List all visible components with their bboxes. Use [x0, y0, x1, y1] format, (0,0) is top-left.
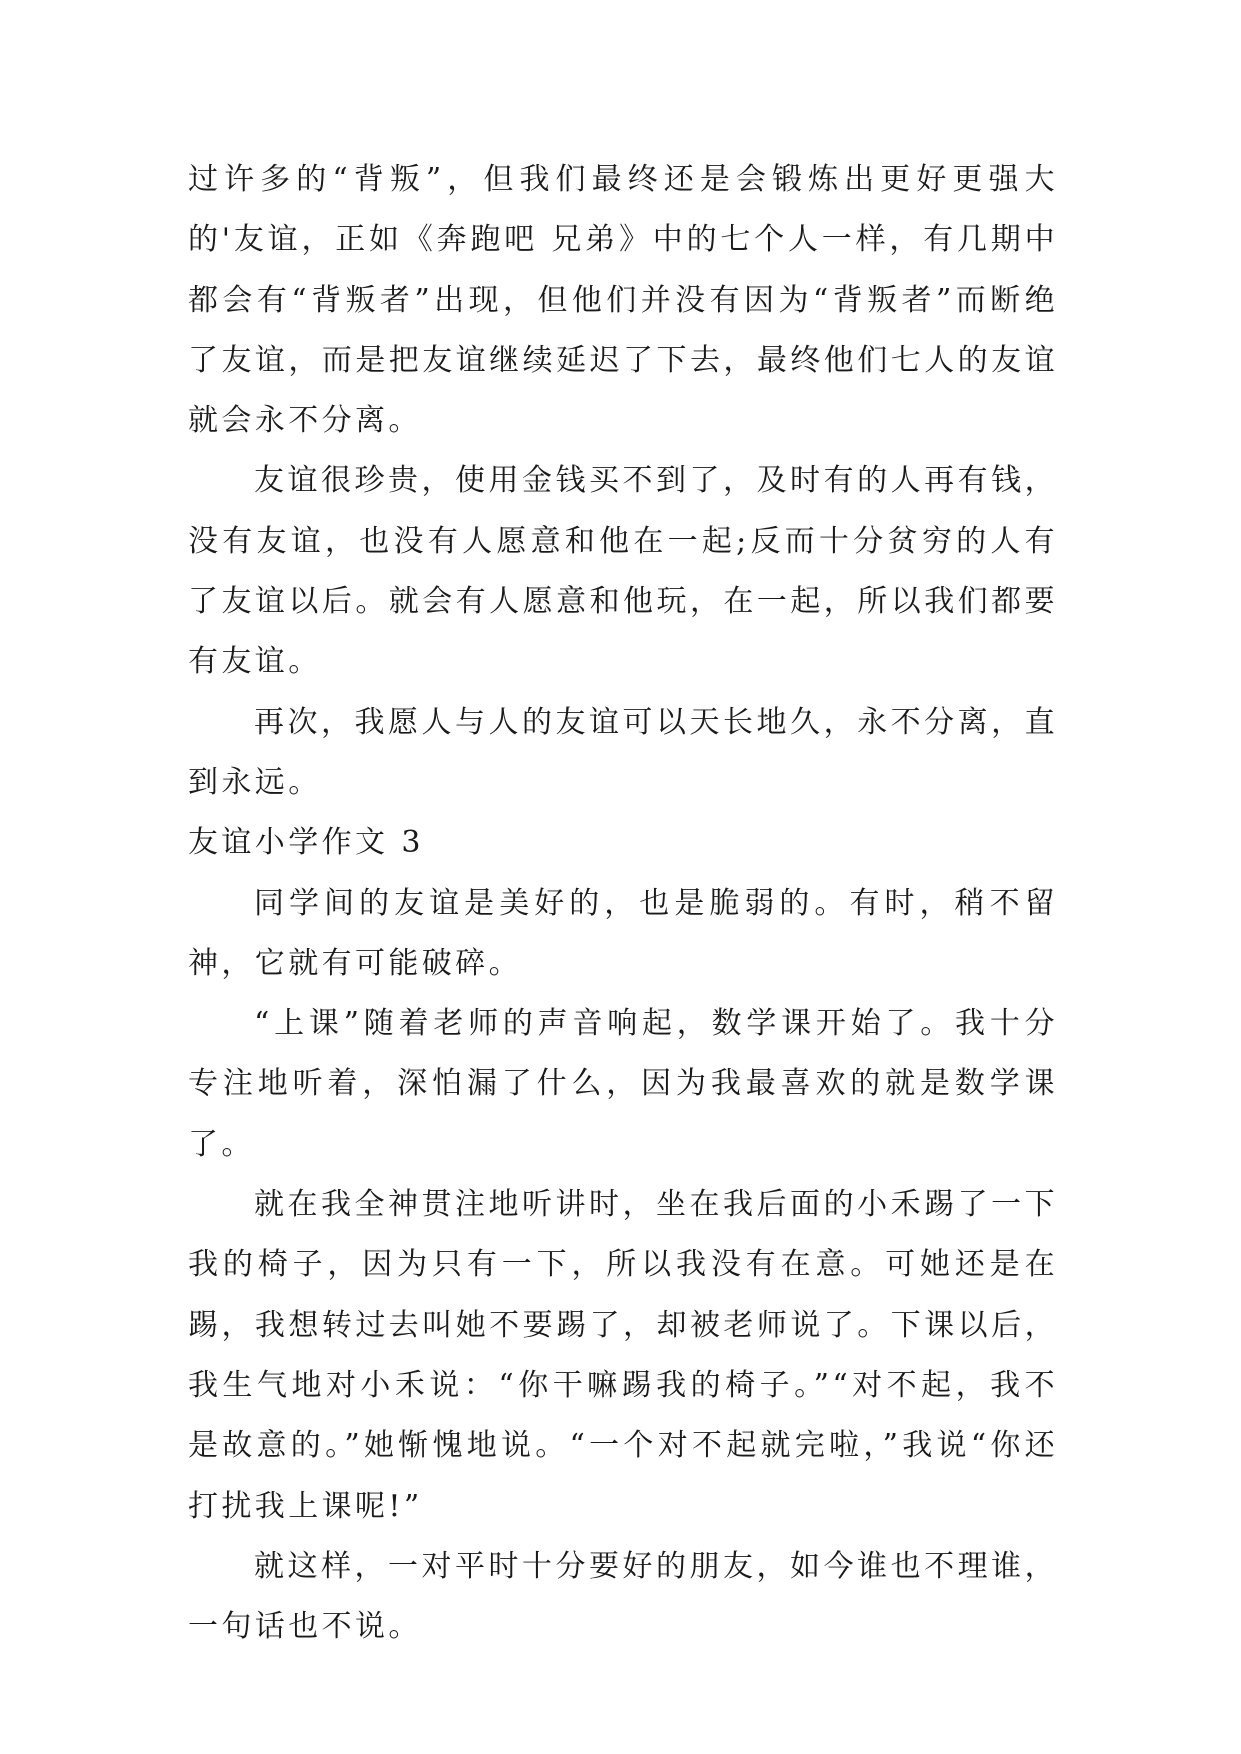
- paragraph-ending: 就这样，一对平时十分要好的朋友，如今谁也不理谁，一句话也不说。: [188, 1548, 1058, 1645]
- paragraph-math-class: “上课”随着老师的声音响起，数学课开始了。我十分专注地听着，深怕漏了什么，因为我最喜欢的就是数学课了。: [188, 1006, 1058, 1162]
- paragraph-friendship-precious: 友谊很珍贵，使用金钱买不到了，及时有的人再有钱，没有友谊，也没有人愿意和他在一起;反而十分贫穷的人有了友谊以后。就会有人愿意和他玩，在一起，所以我们都要有友谊。: [188, 463, 1058, 680]
- document-body: [188, 150, 1058, 1657]
- paragraph-wish: 再次，我愿人与人的友谊可以天长地久，永不分离，直到永远。: [188, 704, 1058, 800]
- section-title: 友谊小学作文 3: [188, 825, 424, 861]
- paragraph-chair-kicking: 就在我全神贯注地听讲时，坐在我后面的小禾踢了一下我的椅子，因为只有一下，所以我没有在意。可她还是在踢，我想转过去叫她不要踢了，却被老师说了。下课以后，我生气地对小禾说：“你干嘛踢我的椅子。”“对不起，我不是故意的。”她惭愧地说。“一个对不起就完啦，”我说“你还打扰我上课呢!”: [188, 1187, 1058, 1524]
- paragraph-continued: 过许多的“背叛”，但我们最终还是会锻炼出更好更强大的'友谊，正如《奔跑吧 兄弟》中的七个人一样，有几期中都会有“背叛者”出现，但他们并没有因为“背叛者”而断绝了友谊，而是把友谊继续延迟了下去，最终他们七人的友谊就会永不分离。: [188, 162, 1058, 439]
- paragraph-intro: 同学间的友谊是美好的，也是脆弱的。有时，稍不留神，它就有可能破碎。: [188, 885, 1058, 981]
